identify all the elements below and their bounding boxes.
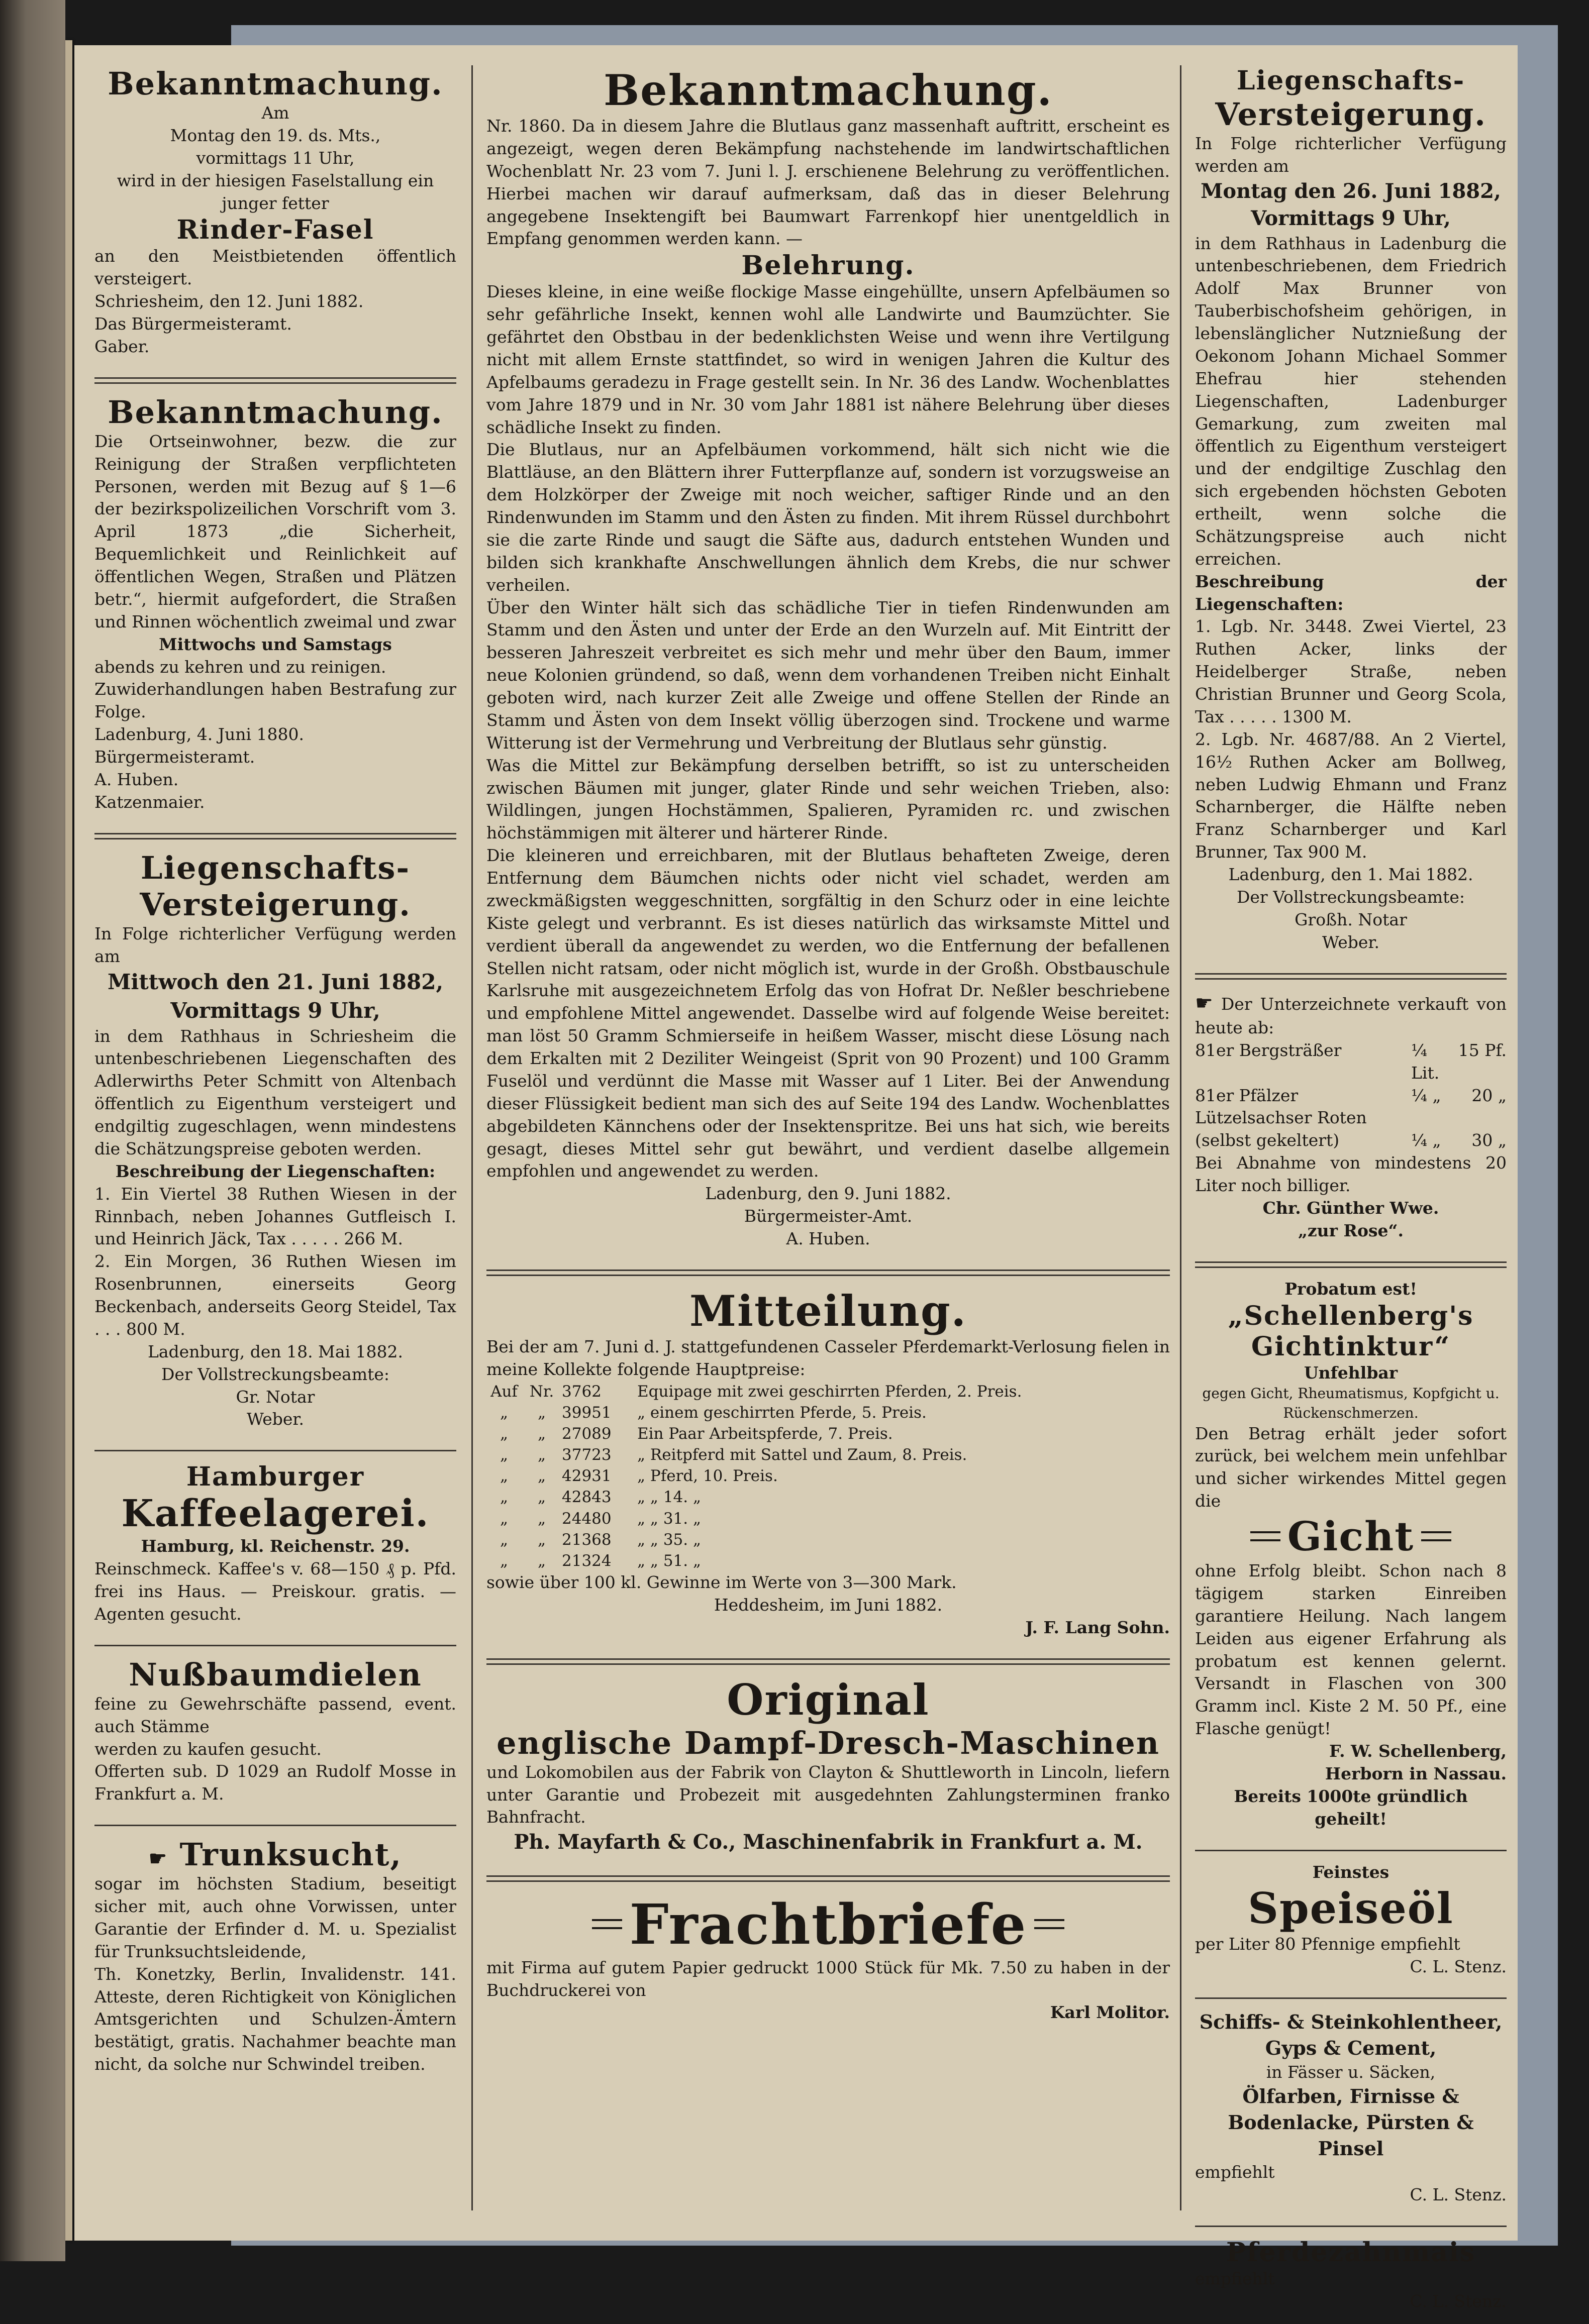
column-center	[486, 65, 1170, 2035]
wine-qty: ¼ Lit.	[1411, 1040, 1440, 1083]
auction-item-2: 2. Lgb. Nr. 4687/88. An 2 Viertel, 16½ Ruthen Acker am Bollweg, neben Ludwig Ehmann und Franz Scharnberger, die Hälfte neben Franz Scharnberger und Karl Brunner, Tax 900 M.	[1195, 729, 1507, 862]
lot-cell-b: „	[537, 1509, 546, 1528]
wine-text: Bei Abnahme von mindestens 20 Liter noch billiger.	[1195, 1153, 1507, 1196]
corn-sign: C. L. Stenz.	[1410, 2291, 1507, 2311]
auction-date: Montag den 26. Juni 1882, Vormittags 9 Uhr,	[1201, 179, 1501, 231]
ad-coffee	[94, 1461, 456, 1637]
ad-walnut	[94, 1656, 456, 1817]
divider	[94, 377, 456, 384]
wine-price: 20 „	[1471, 1085, 1507, 1105]
ornament-bars-left	[1250, 1531, 1280, 1541]
ornament-bars-left	[592, 1919, 622, 1929]
wine-qty: ¼ „	[1411, 1130, 1441, 1150]
drink-text: sogar im höchsten Stadium, beseitigt sicher mit, auch ohne Vorwissen, unter Garantie der Erfinder d. M. u. Spezialist für Trunksuchtsleidende, Th. Konetzky, Berlin, Invalidenstr. 141. Atteste, deren Richtigkeit von Königlichen Amtsgerichten und Schulzen-Ämtern bestätigt, gratis. Nachahmer beachte man nicht, da solche nur Schwindel treiben.	[94, 1874, 456, 2074]
lot-cell-a: „	[500, 1509, 509, 1528]
ad-threshers	[486, 1675, 1170, 1867]
wine-price-list	[1195, 1039, 1507, 1107]
auction-text: In Folge richterlicher Verfügung werden am	[94, 923, 456, 966]
column-rule-right	[1180, 65, 1181, 2210]
divider	[94, 1450, 456, 1451]
divider	[94, 833, 456, 839]
lot-cell-n: 21324	[562, 1551, 612, 1570]
threshers-firm: Ph. Mayfarth & Co., Maschinenfabrik in Frankfurt a. M.	[514, 1830, 1143, 1854]
auction-title-1: Liegenschafts-	[1236, 65, 1465, 96]
coffee-address: Hamburg, kl. Reichenstr. 29.	[141, 1536, 410, 1556]
wine-sign: Chr. Günther Wwe. „zur Rose“.	[1262, 1198, 1439, 1240]
lot-cell-a: Auf	[490, 1382, 518, 1401]
lot-cell-a: „	[500, 1446, 509, 1464]
lot-cell-n: 3762	[562, 1382, 602, 1401]
tar-text: in Fässer u. Säcken,	[1266, 2062, 1436, 2082]
notice-paragraph-4: Was die Mittel zur Bekämpfung derselben betrifft, so ist zu unterscheiden zwischen Bäumen mit junger, glater Rinde und sehr weichen Trieben, also: Wildlingen, jungen Hochstämmen, Spalieren, Pyramiden rc. und zwischen höchstämmigen mit älterer und härterer Rinde.	[486, 755, 1170, 843]
auction-schriesheim	[94, 850, 456, 1442]
lot-cell-b: „	[537, 1551, 546, 1570]
threshers-title-2: englische Dampf-Dresch-Maschinen	[496, 1724, 1160, 1761]
lot-cell-p: „ „ 35. „	[637, 1530, 702, 1549]
notice-intro: Nr. 1860. Da in diesem Jahre die Blutlaus ganz massenhaft auftritt, erscheint es angezeigt, wegen deren Bekämpfung nachstehende im landwirtschaftlichen Wochenblatt Nr. 23 vom 7. Juni l. J. erschienene Belehrung zu veröffentlichen. Hierbei machen wir darauf aufmerksam, daß das in dieser Belehrung angegebene Insektengift bei Baumwart Farrenkopf hier unentgeldlich in Empfang genommen werden kann. —	[486, 116, 1170, 249]
lot-row	[486, 1529, 1170, 1550]
ornament-bars-right	[1034, 1919, 1064, 1929]
wine-name: 81er Bergsträßer	[1195, 1040, 1342, 1060]
previous-page-edge	[65, 40, 72, 2241]
pointing-hand-icon: ☛	[149, 1847, 168, 1871]
gout-firm: F. W. Schellenberg, Herborn in Nassau.	[1325, 1741, 1507, 1783]
lot-row	[486, 1508, 1170, 1529]
binding-shadow	[0, 0, 65, 2261]
lot-row	[486, 1444, 1170, 1465]
divider	[1195, 2226, 1507, 2227]
auction-text-2: in dem Rathhaus in Schriesheim die untenbeschriebenen Liegenschaften des Adlerwirths Peter Schmitt von Altenbach öffentlich zu Eigenthum versteigert und endgiltig zugeschlagen, wenn mindestens die Schätzungspreise geboten werden.	[94, 1026, 456, 1158]
wine-name: 81er Pfälzer	[1195, 1085, 1299, 1105]
lot-cell-b: Nr.	[529, 1382, 554, 1401]
notice-paragraph-5: Die kleineren und erreichbaren, mit der Blutlaus behafteten Zweige, deren Entfernung dem Bäumchen nichts oder nicht viel schadet, werden am zweckmäßigsten weggeschnitten, sorgfältig in den Schurz oder in eine leichte Kiste gelegt und verbrannt. Es ist dieses natürlich das wirksamste Mittel und verdient überall da angewendet zu werden, wo die Entfernung der befallenen Stellen nicht ratsam, oder nicht möglich ist, wurde in der Großh. Obstbauschule Karlsruhe mit ausgezeichnetem Erfolg das von Hofrat Dr. Neßler beschriebene und empfohlene Mittel angewendet. Dasselbe wird auf folgende Weise bereitet: man löst 50 Gramm Schmierseife in heißem Wasser, mischt diese Lösung nach dem Erkalten mit 2 Deziliter Weingeist (Sprit von 90 Prozent) und 100 Gramm Fuselöl und verdünnt die Masse mit Wasser auf 1 Liter. Bei der Anwendung dieser Flüssigkeit bedient man sich des auf Seite 194 des Landw. Wochenblattes abgebildeten Kännchens oder der Insektenspritze. Bei uns hat sich, wie bereits gesagt, dieses Mittel sehr gut bewährt, und verdient daselbe allgemein empfohlen und angewendet zu werden.	[486, 846, 1170, 1181]
gout-text: Den Betrag erhält jeder sofort zurück, bei welchem mein unfehlbar und sicher wirkendes Mittel gegen die	[1195, 1423, 1507, 1511]
gout-big: Gicht	[1287, 1513, 1415, 1560]
lot-cell-n: 42843	[562, 1488, 612, 1507]
mitteilung-title: Mitteilung.	[689, 1286, 967, 1336]
auction-item-1: 1. Lgb. Nr. 3448. Zwei Viertel, 23 Ruthen Acker, links der Heidelberger Straße, neben Christian Brunner und Georg Scola, Tax . . . . . 1300 M.	[1195, 616, 1507, 726]
frachtbriefe-firm: Karl Molitor.	[1050, 2002, 1170, 2023]
oil-title: Speiseöl	[1248, 1883, 1454, 1934]
auction-item-2: 2. Ein Morgen, 36 Ruthen Wiesen im Rosenbrunnen, einerseits Georg Beckenbach, anderseits Georg Steidel, Tax . . . 800 M.	[94, 1251, 456, 1339]
gout-probatum: Probatum est!	[1284, 1279, 1417, 1299]
auction-desc-title: Beschreibung der Liegenschaften:	[1195, 571, 1507, 614]
divider	[486, 1875, 1170, 1882]
lot-cell-n: 27089	[562, 1424, 612, 1443]
ad-gout	[1195, 1278, 1507, 1842]
oil-text: per Liter 80 Pfennige empfiehlt	[1195, 1934, 1460, 1954]
auction-sign: Ladenburg, den 1. Mai 1882. Der Vollstreckungsbeamte: Großh. Notar Weber.	[1228, 865, 1473, 952]
column-left	[94, 65, 456, 2087]
lot-row	[486, 1487, 1170, 1508]
mitteilung-outro: sowie über 100 kl. Gewinne im Werte von 3—300 Mark.	[486, 1572, 957, 1593]
notice-mitteilung	[486, 1286, 1170, 1650]
lot-cell-n: 39951	[562, 1403, 612, 1422]
ad-frachtbriefe	[486, 1892, 1170, 2036]
threshers-title-1: Original	[727, 1674, 930, 1725]
notice-paragraph-1: Dieses kleine, in eine weiße flockige Masse eingehüllte, unsern Apfelbäumen so sehr gefährliche Insekt, kennen wohl alle Landwirte und Baumzüchter. Sie gefährtet den Obstbau in der bedenklichsten Weise und wenn ihre Vertilgung nicht mit allem Ernste stattfindet, so wird in wenigen Jahren die Kultur des Apfelbaums geradezu in Frage gestellt sein. In Nr. 36 des Landw. Wochenblattes vom Jahre 1879 und in Nr. 30 vom Jahr 1881 ist nähere Belehrung über dieses schädliche Insekt zu finden.	[486, 282, 1170, 437]
lot-list	[486, 1381, 1170, 1571]
lot-cell-n: 42931	[562, 1467, 612, 1486]
ad-tar	[1195, 2009, 1507, 2217]
pointing-hand-icon: ☛	[1195, 991, 1213, 1015]
wine-qty: ¼ „	[1411, 1085, 1441, 1105]
auction-date: Mittwoch den 21. Juni 1882, Vormittags 9 Uhr,	[107, 970, 444, 1023]
lot-row	[486, 1550, 1170, 1571]
walnut-title: Nußbaumdielen	[129, 1656, 422, 1693]
divider	[486, 1270, 1170, 1276]
auction-ladenburg	[1195, 65, 1507, 965]
wine-price: 30 „	[1471, 1130, 1507, 1150]
notice-title: Bekanntmachung.	[108, 393, 443, 431]
ad-corn	[1195, 2237, 1507, 2324]
lot-cell-n: 24480	[562, 1509, 612, 1528]
wine-row-3: Lützelsachser Roten	[1195, 1108, 1367, 1128]
wine-row-3b	[1195, 1129, 1507, 1152]
notice-paragraph-2: Die Blutlaus, nur an Apfelbäumen vorkommend, hält sich nicht wie die Blattläuse, an den Blättern ihrer Futterpflanze auf, sondern ist vorzugsweise an dem Holzkörper der Zweige mit noch weicher, saftiger Rinde und an den Rindenwunden im Stamm und den Ästen zu finden. Mit ihrem Rüssel durchbohrt sie die zarte Rinde und saugt die Säfte aus, dadurch entstehen Wunden und bilden sich krankhafte Anschwellungen ähnlich dem Krebs, die nur schwer verheilen.	[486, 440, 1170, 595]
lot-row	[486, 1402, 1170, 1423]
auction-title-2: Versteigerung.	[1215, 96, 1486, 133]
notice-title: Bekanntmachung.	[604, 65, 1053, 115]
gout-title: „Schellenberg's Gichtinktur“	[1228, 1300, 1474, 1362]
lot-cell-p: Equipage mit zwei geschirrten Pferden, 2. Preis.	[637, 1382, 1022, 1401]
notice-title: Bekanntmachung.	[108, 65, 443, 102]
lot-cell-p: „ einem geschirrten Pferde, 5. Preis.	[637, 1403, 927, 1422]
lot-cell-p: „ „ 14. „	[637, 1488, 702, 1507]
lot-cell-b: „	[537, 1446, 546, 1464]
notice-text-2: abends zu kehren und zu reinigen. Zuwiderhandlungen haben Bestrafung zur Folge. Ladenburg, 4. Juni 1880. Bürgermeisteramt. A. Huben. Katzenmaier.	[94, 657, 456, 812]
lot-cell-p: „ Pferd, 10. Preis.	[637, 1467, 778, 1486]
wine-price: 15 Pf.	[1458, 1040, 1507, 1060]
ad-oil	[1195, 1861, 1507, 1990]
lot-cell-p: Ein Paar Arbeitspferde, 7. Preis.	[637, 1424, 893, 1443]
divider	[1195, 1997, 1507, 1999]
divider	[486, 1658, 1170, 1665]
tar-title: Schiffs- & Steinkohlentheer, Gyps & Cement,	[1199, 2011, 1503, 2059]
wine-row	[1195, 1039, 1507, 1085]
notice-text: Am Montag den 19. ds. Mts., vormittags 11 Uhr, wird in der hiesigen Faselstallung ein junger fetter	[117, 103, 434, 213]
column-right	[1195, 65, 1507, 2324]
oil-pre: Feinstes	[1312, 1862, 1389, 1882]
wine-row	[1195, 1085, 1507, 1107]
gout-text-2: ohne Erfolg bleibt. Schon nach 8 tägigem starken Einreiben garantiere Heilung. Nach langem Leiden aus eigener Erfahrung als probatum est kennen gelernt. Versandt in Flaschen von 300 Gramm incl. Kiste 2 M. 50 Pf., eine Flasche genügt!	[1195, 1561, 1507, 1739]
divider	[94, 1825, 456, 1826]
tar-title-2: Ölfarben, Firnisse & Bodenlacke, Pürsten & Pinsel	[1228, 2085, 1474, 2160]
notice-paragraph-3: Über den Winter hält sich das schädliche Tier in tiefen Rindenwunden am Stamm und den Ästen und unter der Erde an den Wurzeln auf. Mit Eintritt der besseren Jahreszeit verbreitet es sich mehr und mehr über den Baum, immer neue Kolonien gründend, so daß, wenn dem vorhandenen Treiben nicht Einhalt geboten wird, nach kurzer Zeit alle Zweige und offene Stellen der Rinde an Stamm und Ästen von dem Insekt völlig überzogen sind. Trockene und warme Witterung ist der Vermehrung und Verbreitung der Blutlaus sehr günstig.	[486, 597, 1170, 753]
notice-sign: Ladenburg, den 9. Juni 1882. Bürgermeister-Amt. A. Huben.	[705, 1184, 951, 1248]
tar-text-2: empfiehlt	[1195, 2162, 1275, 2182]
notice-subtitle: Belehrung.	[741, 250, 915, 281]
drink-title: Trunksucht,	[179, 1836, 402, 1873]
lot-cell-p: „ „ 51. „	[637, 1551, 702, 1570]
tar-sign: C. L. Stenz.	[1410, 2185, 1507, 2205]
lot-row	[486, 1423, 1170, 1444]
corn-text: empfiehlt	[1195, 2269, 1275, 2289]
mitteilung-sign: Heddesheim, im Juni 1882.	[714, 1595, 943, 1615]
corn-title: Pferdezahnmais	[1226, 2237, 1475, 2268]
mitteilung-firm: J. F. Lang Sohn.	[1025, 1617, 1170, 1637]
lot-cell-a: „	[500, 1424, 509, 1443]
divider	[94, 1645, 456, 1646]
lot-cell-b: „	[537, 1403, 546, 1422]
coffee-line-2: Kaffeelagerei.	[121, 1492, 430, 1536]
lot-cell-b: „	[537, 1424, 546, 1443]
auction-title-1: Liegenschafts-	[140, 849, 411, 886]
lot-cell-n: 21368	[562, 1530, 612, 1549]
wine-intro: Der Unterzeichnete verkauft von heute ab:	[1195, 994, 1507, 1037]
wine-name: (selbst gekeltert)	[1195, 1130, 1340, 1150]
notice-blood-louse	[486, 65, 1170, 1261]
notice-text-2: an den Meistbietenden öffentlich versteigert. Schriesheim, den 12. Juni 1882. Das Bürgermeisteramt. Gaber.	[94, 246, 456, 356]
notice-highlight: Rinder-Fasel	[176, 215, 374, 246]
lot-cell-a: „	[500, 1467, 509, 1486]
mitteilung-intro: Bei der am 7. Juni d. J. stattgefundenen Casseler Pferdemarkt-Verlosung fielen in meine Kollekte folgende Hauptpreise:	[486, 1336, 1170, 1379]
auction-text-2: in dem Rathhaus in Ladenburg die untenbeschriebenen, dem Friedrich Adolf Max Brunner von Tauberbischofsheim gehörigen, in lebenslänglicher Nutznießung der Oekonom Johann Michael Sommer Ehefrau hier stehenden Liegenschaften, Ladenburger Gemarkung, zum zweiten mal öffentlich zu Eigenthum versteigert und der endgiltige Zuschlag den sich ergebenden höchsten Geboten ertheilt, wenn solche die Schätzungspreise auch nicht erreichen.	[1195, 233, 1507, 569]
column-rule-left	[471, 65, 473, 2210]
notice-text: Die Ortseinwohner, bezw. die zur Reinigung der Straßen verpflichteten Personen, werden mit Bezug auf § 1—6 der bezirkspolizeilichen Vorschrift vom 3. April 1873 „die Sicherheit, Bequemlichkeit und Reinlichkeit auf öffentlichen Wegen, Straßen und Plätzen betr.“, hiermit aufgefordert, die Straßen und Rinnen wöchentlich zweimal und zwar	[94, 431, 456, 631]
walnut-text: feine zu Gewehrschäfte passend, event. auch Stämme werden zu kaufen gesucht. Offerten sub. D 1029 an Rudolf Mosse in Frankfurt a. M.	[94, 1694, 456, 1804]
gout-sub-2: gegen Gicht, Rheumatismus, Kopfgicht u. Rückenschmerzen.	[1202, 1385, 1500, 1421]
threshers-text: und Lokomobilen aus der Fabrik von Clayton & Shuttleworth in Lincoln, liefern unter Garantie und Probezeit mit ausgedehnten Zahlungsterminen franko Bahnfracht.	[486, 1762, 1170, 1827]
divider	[1195, 973, 1507, 980]
lot-cell-a: „	[500, 1488, 509, 1507]
lot-cell-b: „	[537, 1530, 546, 1549]
ornament-bars-right	[1421, 1531, 1451, 1541]
auction-text: In Folge richterlicher Verfügung werden am	[1195, 134, 1507, 176]
auction-title-2: Versteigerung.	[140, 886, 411, 923]
oil-sign: C. L. Stenz.	[1410, 1957, 1507, 1977]
lot-cell-a: „	[500, 1551, 509, 1570]
lot-cell-a: „	[500, 1403, 509, 1422]
lot-cell-b: „	[537, 1488, 546, 1507]
ad-wine	[1195, 990, 1507, 1253]
lot-cell-b: „	[537, 1467, 546, 1486]
divider	[1195, 1850, 1507, 1851]
gout-sub: Unfehlbar	[1304, 1362, 1398, 1383]
auction-item-1: 1. Ein Viertel 38 Ruthen Wiesen in der Rinnbach, neben Johannes Gutfleisch I. und Heinrich Jäck, Tax . . . . . 266 M.	[94, 1184, 456, 1249]
ad-drink	[94, 1836, 456, 2087]
divider	[1195, 1261, 1507, 1268]
lot-row	[486, 1381, 1170, 1402]
lot-cell-n: 37723	[562, 1446, 612, 1464]
gout-footer: Bereits 1000te gründlich geheilt!	[1234, 1786, 1468, 1829]
auction-desc-title: Beschreibung der Liegenschaften:	[115, 1161, 436, 1181]
coffee-text: Reinschmeck. Kaffee's v. 68—150 ₰ p. Pfd. frei ins Haus. — Preiskour. gratis. — Agenten gesucht.	[94, 1559, 456, 1624]
auction-sign: Ladenburg, den 18. Mai 1882. Der Vollstreckungsbeamte: Gr. Notar Weber.	[147, 1341, 404, 1429]
coffee-line-1: Hamburger	[186, 1461, 365, 1493]
lot-cell-p: „ Reitpferd mit Sattel und Zaum, 8. Preis.	[637, 1446, 967, 1464]
notice-days: Mittwochs und Samstags	[159, 634, 392, 654]
lot-cell-a: „	[500, 1530, 509, 1549]
notice-street-cleaning	[94, 394, 456, 825]
newspaper-page	[74, 45, 1518, 2311]
lot-cell-p: „ „ 31. „	[637, 1509, 702, 1528]
lot-row	[486, 1465, 1170, 1487]
frachtbriefe-title: Frachtbriefe	[629, 1891, 1027, 1957]
frachtbriefe-text: mit Firma auf gutem Papier gedruckt 1000 Stück für Mk. 7.50 zu haben in der Buchdruckerei von	[486, 1957, 1170, 2000]
notice-rinder-fasel	[94, 65, 456, 369]
